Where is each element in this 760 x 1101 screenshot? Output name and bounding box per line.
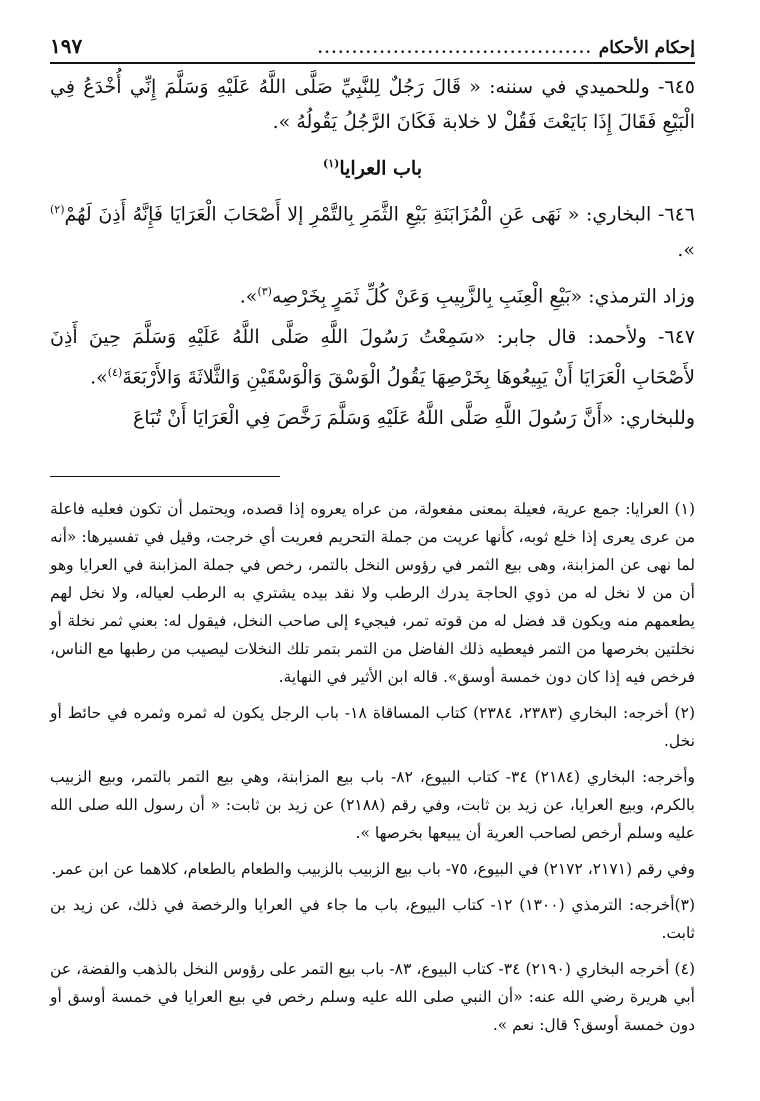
tirmidhi-end: ». <box>239 284 258 307</box>
page-header <box>50 34 695 64</box>
hadith-647-end: ». <box>90 366 108 389</box>
footnote-4: (٤) أخرجه البخاري (٢١٩٠) ٣٤- كتاب البيوع، ٨٣- باب بيع التمر على رؤوس النخل بالذهب والفضة، عن أبي هريرة رضي الله عنه: «أن النبي صلى الله عليه وسلم رخص في بيع العرايا في خمسة أوسق أو دون خمسة أوسق؟ قال: نعم ». <box>50 960 695 1035</box>
document-page <box>50 34 695 1047</box>
footnote-ref-3: (٣) <box>257 284 272 298</box>
footnotes <box>50 495 695 1039</box>
footnote-2: (٢) أخرجه: البخاري (٢٣٨٣، ٢٣٨٤) كتاب المساقاة ١٨- باب الرجل يكون له ثمره وثمره في حائط أو نخل. <box>50 704 695 751</box>
header-dots: ........................................ <box>317 41 593 57</box>
footnote-3: (٣)أخرجه: الترمذي (١٣٠٠) ١٢- كتاب البيوع، باب ما جاء في العرايا والرخصة في ذلك، عن زيد بن ثابت. <box>50 896 695 943</box>
footnote-2-more: وفي رقم (٢١٧١، ٢١٧٢) في البيوع، ٧٥- باب بيع الزبيب بالزبيب والطعام بالطعام، كلاهما عن ابن عمر. <box>51 860 695 879</box>
footnote-1: (١) العرايا: جمع عرية، فعيلة بمعنى مفعولة، من عراه يعروه إذا قصده، ويحتمل أن تكون فعليه فاعلة من عرى يعرى إذا خلع ثوبه، كأنها عريت من جملة التحريم فعريت أي خرجت، وقيل في تفسيرها: «أنه لما نهى عن المزابنة، وهى بيع الثمر في رؤوس النخل بالتمر، رخص في جملة المزابنة في العرايا وهو أن من لا نخل له من ذوي الحاجة يدرك الرطب ولا نقد بيده يشتري به الرطب لعياله، ولا نخل لهم يطعمهم منه ويكون قد فضل له من قوته تمر، فيجيء إلى صاحب النخل، فيقول له: بعني ثمر نخلة أو نخلتين بخرصها من التمر فيعطيه ذلك الفاضل من التمر بتمر تلك النخلات ليصيب من رطبها مع الناس، فرخص فيه إذا كان دون خمسة أوسق». قاله ابن الأثير في النهاية. <box>50 500 695 687</box>
hadith-645: ٦٤٥- وللحميدي في سننه: « قَالَ رَجُلٌ لِلنَّبِيِّ صَلَّى اللَّهُ عَلَيْهِ وَسَلَّمَ إِنِّي أُخْدَعُ فِي الْبَيْعِ فَقَالَ إِذَا بَايَعْتَ فَقُلْ لا خلابة فَكَانَ الرَّجُلُ يَقُولُهُ ». <box>50 76 695 133</box>
hadith-647 <box>50 320 695 395</box>
hadith-646-end: ». <box>677 238 695 261</box>
section-title-text: باب العرايا <box>339 157 422 180</box>
bukhari-text: وللبخاري: «أَنَّ رَسُولَ اللَّهِ صَلَّى اللَّهُ عَلَيْهِ وَسَلَّمَ رَخَّصَ فِي الْعَرَايَا أَنْ تُبَاعَ <box>132 407 695 430</box>
tirmidhi-text: وزاد الترمذي: «بَيْعِ الْعِنَبِ بِالزَّبِيبِ وَعَنْ كُلِّ ثَمَرٍ بِخَرْصِه <box>271 284 695 307</box>
section-title <box>50 146 695 186</box>
book-title: إحكام الأحكام <box>598 38 695 58</box>
footnote-ref-4: (٤) <box>107 365 123 379</box>
footnote-ref-2: (٢) <box>50 203 65 217</box>
footnote-separator <box>50 476 280 477</box>
main-text <box>50 70 695 436</box>
footnote-ref-1: (١) <box>322 157 340 170</box>
hadith-646 <box>50 192 695 267</box>
tirmidhi-addition <box>50 274 695 314</box>
hadith-647-text: ٦٤٧- ولأحمد: قال جابر: «سَمِعْتُ رَسُولَ اللَّهِ صَلَّى اللَّهُ عَلَيْهِ وَسَلَّمَ حِينَ أَذِنَ لأَصْحَابِ الْعَرَايَا أَنْ يَبِيعُوهَا بِخَرْصِهَا يَقُولُ الْوَسْقَ وَالْوَسْقَيْنِ وَالثَّلاثَةَ وَالأَرْبَعَةَ <box>50 325 695 389</box>
footnote-2-continued: وأخرجه: البخاري (٢١٨٤) ٣٤- كتاب البيوع، ٨٢- باب بيع المزابنة، وهي بيع التمر بالتمر، وبيع الزبيب بالكرم، وبيع العرايا، عن زيد بن ثابت، وفي رقم (٢١٨٨) عن زيد بن ثابت: « أن رسول الله صلى الله عليه وسلم أرخص لصاحب العرية أن يبيعها بخرصها ». <box>50 768 695 843</box>
hadith-646-text: ٦٤٦- البخاري: « نَهَى عَنِ الْمُزَابَنَةِ بَيْعِ الثَّمَرِ بِالتَّمْرِ إلا أَصْحَابَ الْعَرَايَا فَإِنَّهُ أَذِنَ لَهُمْ <box>64 203 695 226</box>
page-number: ١٩٧ <box>50 34 83 58</box>
